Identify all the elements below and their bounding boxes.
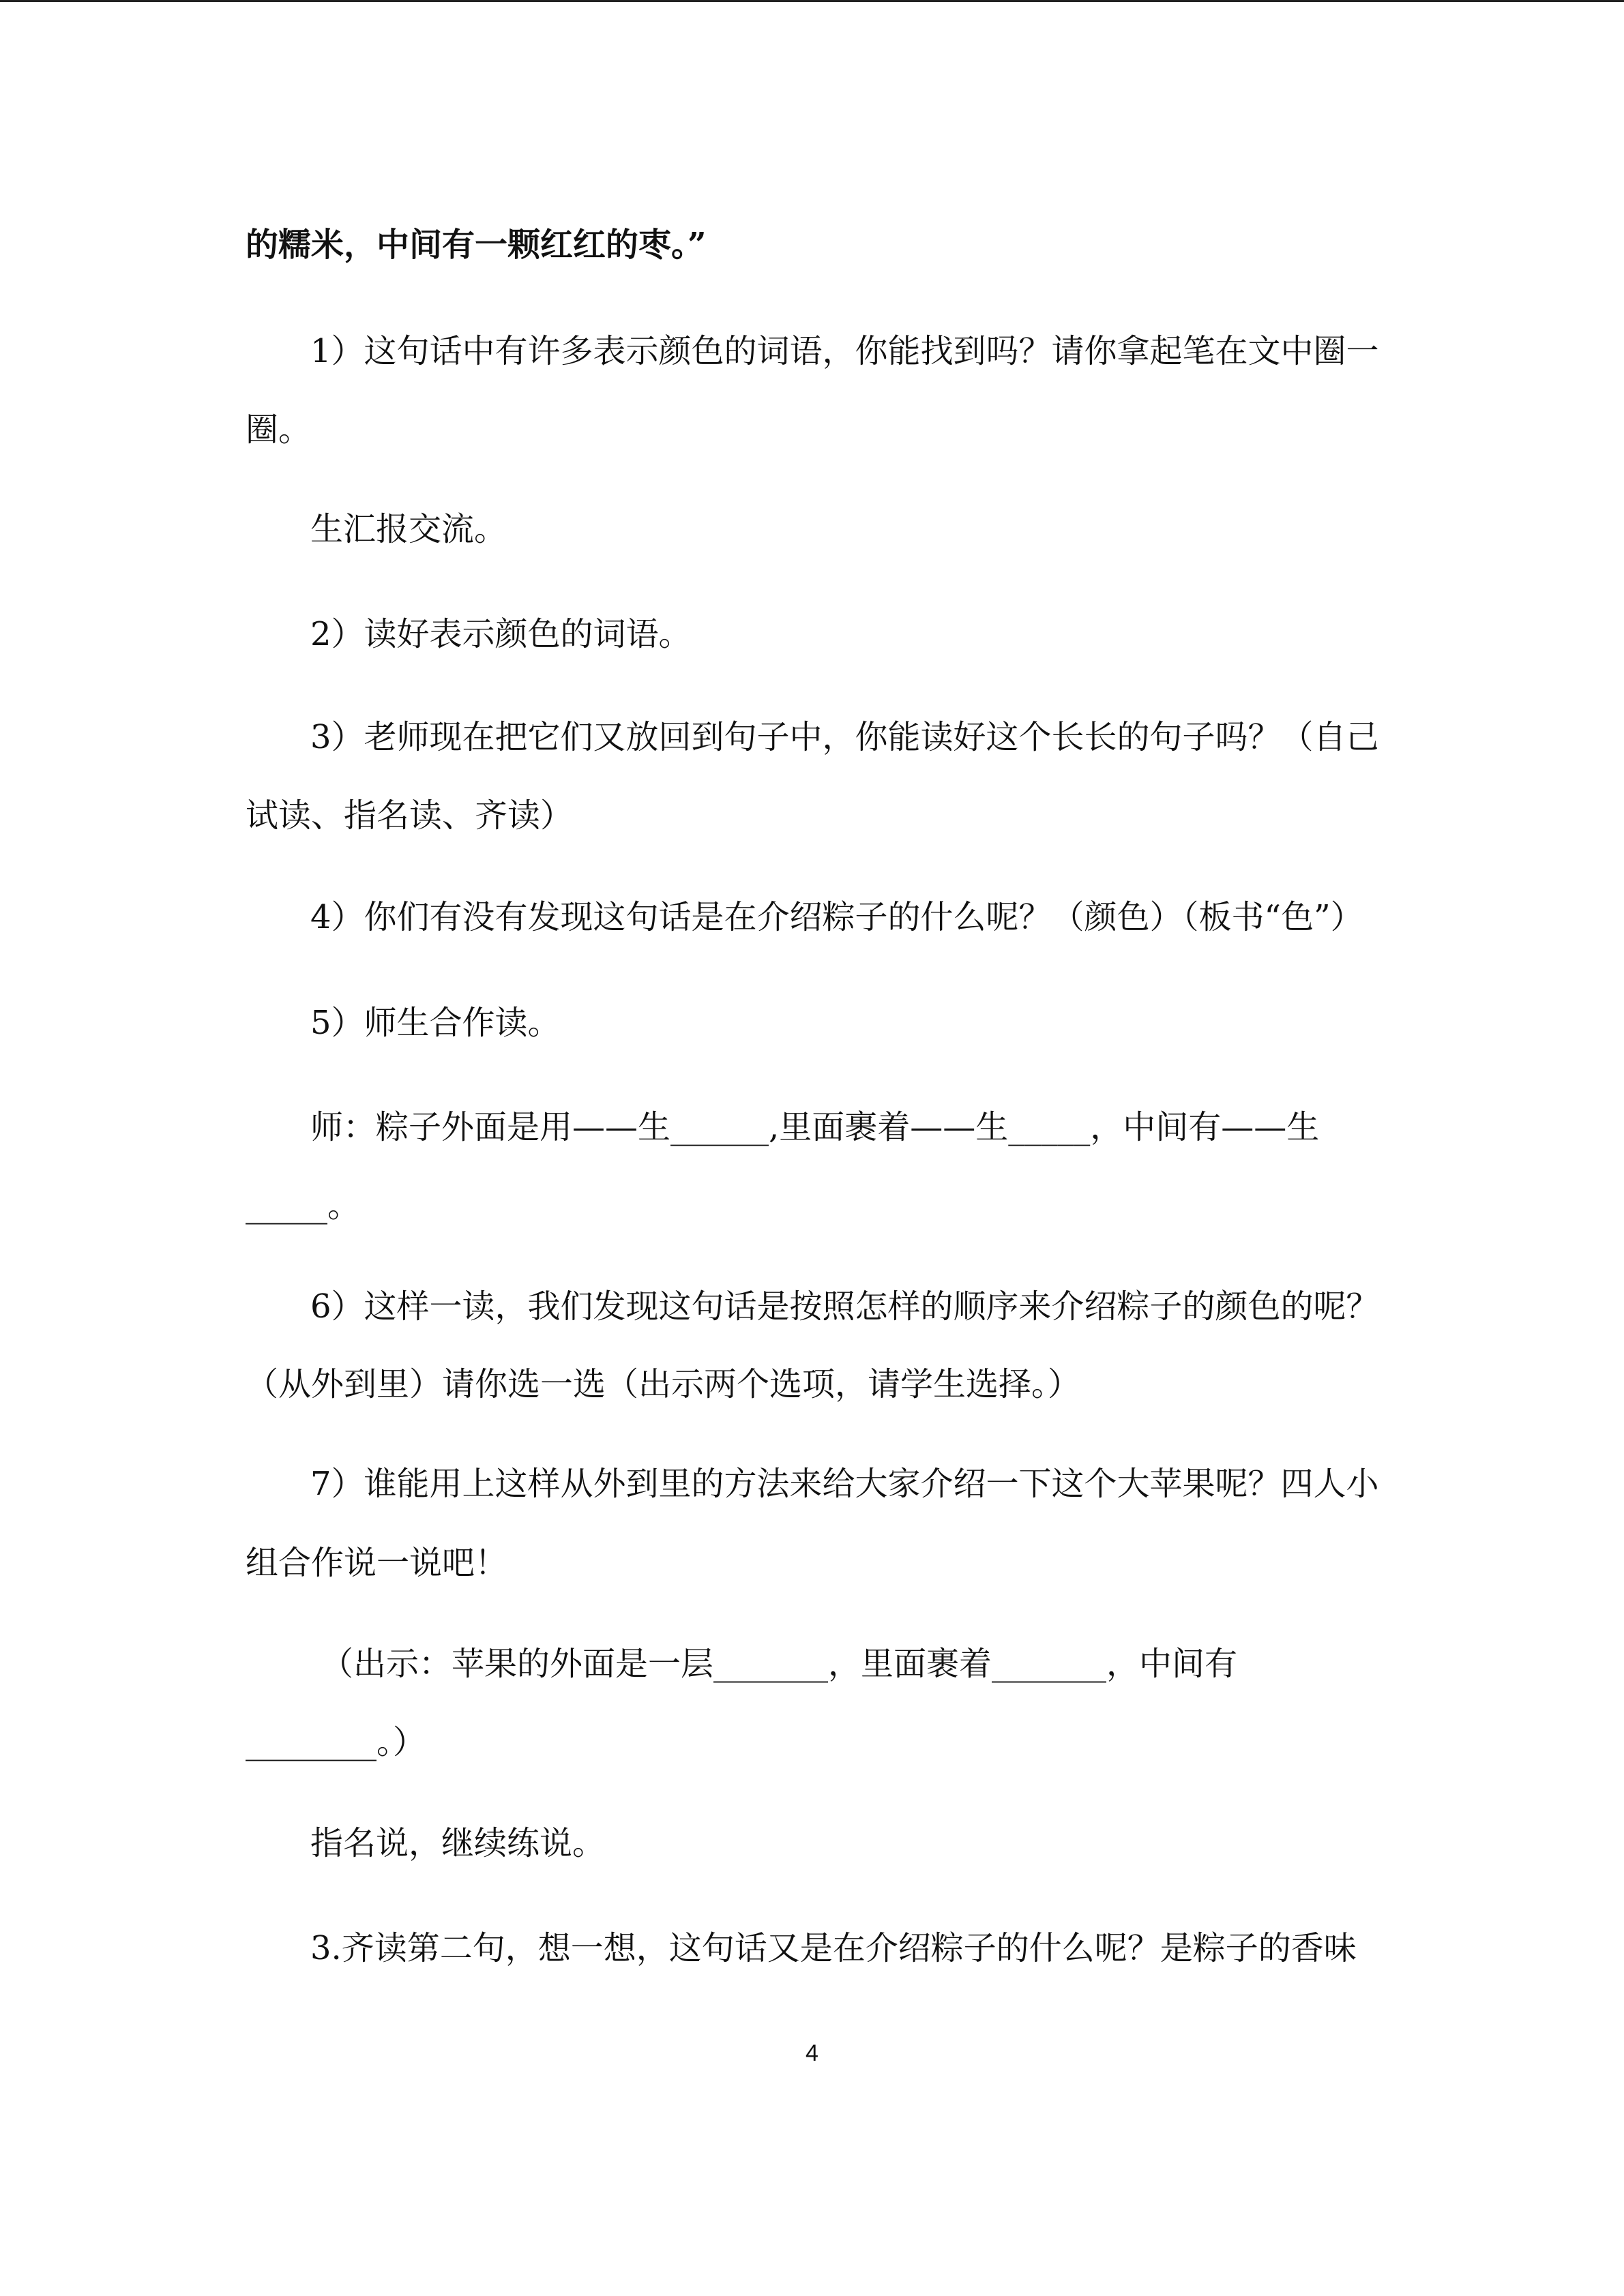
text-line-13: （从外到里）请你选一选（出示两个选项，请学生选择。） <box>246 1365 1081 1403</box>
text-line-4: 生汇报交流。 <box>310 510 507 548</box>
text-line-18: 指名说，继续练说。 <box>310 1824 606 1862</box>
text-line-3: 圈。 <box>246 411 312 449</box>
text-line-8: 4）你们有没有发现这句话是在介绍粽子的什么呢？（颜色）（板书“色”） <box>310 898 1363 936</box>
text-line-2: 1）这句话中有许多表示颜色的词语，你能找到吗？请你拿起笔在文中圈一 <box>310 332 1379 370</box>
text-line-16: （出示：苹果的外面是一层_______，里面裹着_______，中间有 <box>321 1645 1238 1683</box>
text-line-6: 3）老师现在把它们又放回到句子中，你能读好这个长长的句子吗？（自己 <box>310 718 1379 756</box>
text-line-17: ________。） <box>246 1723 426 1761</box>
text-line-1: 的糯米，中间有一颗红红的枣。” <box>246 226 707 264</box>
text-line-15: 组合作说一说吧！ <box>246 1544 508 1582</box>
page-top-border <box>0 0 1624 2</box>
text-line-10: 师：粽子外面是用——生______,里面裹着——生_____，中间有——生 <box>310 1108 1320 1146</box>
text-line-9: 5）师生合作读。 <box>310 1004 561 1042</box>
text-line-11: _____。 <box>246 1187 361 1225</box>
text-line-12: 6）这样一读，我们发现这句话是按照怎样的顺序来介绍粽子的颜色的呢？ <box>310 1287 1379 1326</box>
text-line-7: 试读、指名读、齐读） <box>246 796 574 835</box>
text-line-5: 2）读好表示颜色的词语。 <box>310 615 692 653</box>
text-line-19: 3.齐读第二句，想一想，这句话又是在介绍粽子的什么呢？是粽子的香味 <box>310 1929 1357 1967</box>
text-line-14: 7）谁能用上这样从外到里的方法来给大家介绍一下这个大苹果呢？四人小 <box>310 1465 1379 1503</box>
page-number: 4 <box>806 2040 818 2066</box>
